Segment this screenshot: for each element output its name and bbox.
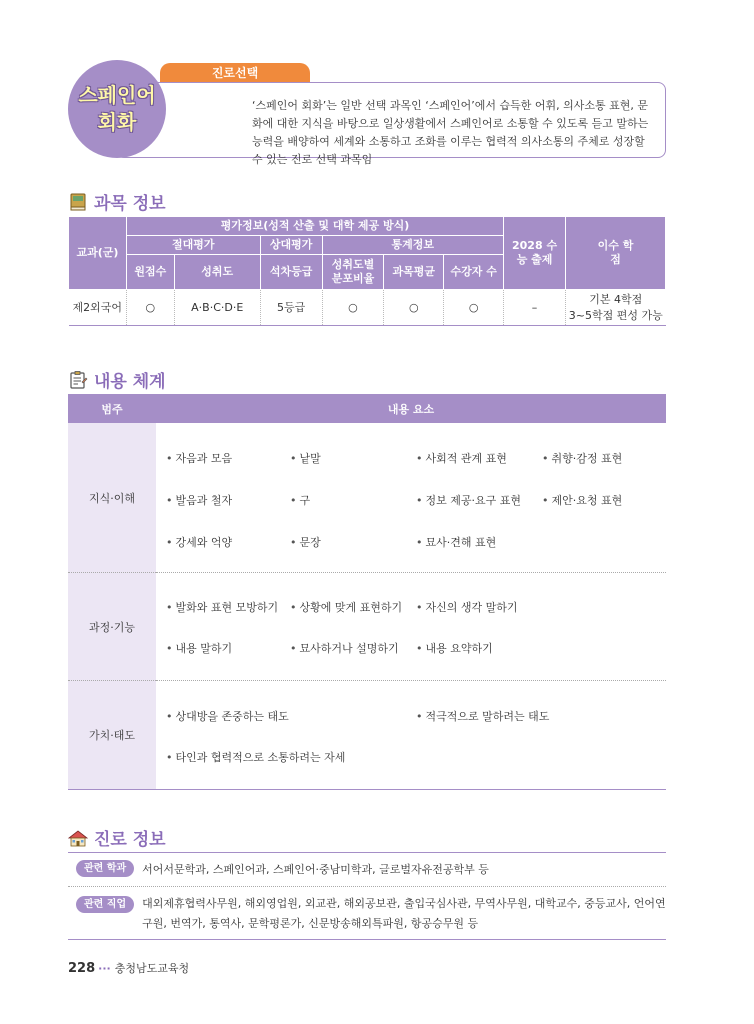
- cell-achievement: A·B·C·D·E: [174, 290, 260, 326]
- elements-values: [156, 681, 666, 790]
- content-system-heading: [68, 367, 166, 392]
- header-elements: 내용 요소: [156, 394, 666, 423]
- list-item: • 상대방을 존중하는 태도: [166, 708, 289, 724]
- list-item: • 내용 요약하기: [416, 640, 493, 656]
- table-row: [68, 573, 666, 681]
- list-item: • 문장: [290, 534, 321, 550]
- subject-description: ‘스페인어 회화’는 일반 선택 과목인 ‘스페인어’에서 습득한 어휘, 의사소통 표현, 문화에 대한 지식을 바탕으로 일상생활에서 스페인어로 소통할 수 있도록 듣고 말하는 능력을 배양하여 세계와 소통하고 조화를 이루는 협력적 의사소통의 주체로 성장할 수 있는 진로 선택 과목임: [252, 99, 649, 166]
- header-relative: 상대평가: [260, 236, 322, 255]
- list-item: • 취향·감정 표현: [542, 450, 622, 466]
- header-students: 수강자 수: [444, 255, 504, 290]
- section-title: 진로 정보: [94, 830, 166, 850]
- header-statistics: 통계정보: [322, 236, 504, 255]
- list-item: • 발화와 표현 모방하기: [166, 599, 278, 615]
- subject-info-table: [68, 216, 666, 326]
- section-title: 과목 정보: [94, 194, 166, 214]
- list-item: • 정보 제공·요구 표현: [416, 492, 521, 508]
- table-row: [69, 290, 666, 326]
- list-item: • 내용 말하기: [166, 640, 232, 656]
- header-mean: 과목평균: [384, 255, 444, 290]
- cell-rank: 5등급: [260, 290, 322, 326]
- list-item: • 묘사·견해 표현: [416, 534, 496, 550]
- cell-credits: [566, 290, 666, 326]
- header-raw-score: 원점수: [126, 255, 174, 290]
- dept-badge: 관련 학과: [76, 860, 134, 877]
- category-values: 가치·태도: [68, 681, 156, 790]
- content-system-table: [68, 394, 666, 790]
- related-jobs: [68, 887, 666, 940]
- table-row: [68, 681, 666, 790]
- subject-title-badge: [68, 60, 166, 158]
- page-footer: [68, 960, 189, 976]
- list-item: • 구: [290, 492, 310, 508]
- footer-dots: ···: [98, 962, 111, 975]
- dept-text: 서어서문학과, 스페인어과, 스페인어·중남미학과, 글로벌자유전공학부 등: [142, 863, 489, 876]
- elements-process: [156, 573, 666, 681]
- list-item: • 적극적으로 말하려는 태도: [416, 708, 549, 724]
- list-item: • 발음과 철자: [166, 492, 232, 508]
- publisher: 충청남도교육청: [114, 962, 190, 975]
- header-category: 범주: [68, 394, 156, 423]
- list-item: • 상황에 맞게 표현하기: [290, 599, 402, 615]
- list-item: • 제안·요청 표현: [542, 492, 622, 508]
- related-departments: [68, 853, 666, 887]
- subject-info-heading: [68, 189, 166, 214]
- header-evaluation: 평가정보(성적 산출 및 대학 제공 방식): [126, 217, 503, 236]
- list-item: • 타인과 협력적으로 소통하려는 자세: [166, 749, 345, 765]
- elements-knowledge: [156, 423, 666, 573]
- job-text: 대외제휴협력사무원, 해외영업원, 외교관, 해외공보관, 출입국심사관, 무역사무원, 대학교수, 중등교사, 언어연구원, 번역가, 통역사, 문학평론가, 신문방송해외특파원, 항공승무원 등: [142, 897, 666, 930]
- list-item: • 낱말: [290, 450, 321, 466]
- list-item: • 사회적 관계 표현: [416, 450, 507, 466]
- description-box: [116, 82, 666, 166]
- career-info: [68, 852, 666, 940]
- elective-tag: 진로선택: [160, 63, 310, 83]
- job-badge: 관련 직업: [76, 896, 134, 913]
- list-item: • 자신의 생각 말하기: [416, 599, 518, 615]
- cell-suneung: –: [504, 290, 566, 326]
- cell-mean: ○: [384, 290, 444, 326]
- cell-raw-score: ○: [126, 290, 174, 326]
- header-absolute: 절대평가: [126, 236, 260, 255]
- list-item: • 묘사하거나 설명하기: [290, 640, 399, 656]
- clipboard-icon: [68, 370, 88, 390]
- career-info-heading: [68, 825, 166, 850]
- school-icon: [68, 828, 88, 848]
- credits-line2: 3~5학점 편성 가능: [568, 308, 663, 322]
- header-suneung: 2028 수능 출제: [504, 217, 566, 290]
- header-subject-group: 교과(군): [69, 217, 127, 290]
- list-item: • 강세와 억양: [166, 534, 232, 550]
- category-knowledge: 지식·이해: [68, 423, 156, 573]
- page-number: 228: [68, 961, 96, 976]
- subject-header: [68, 60, 666, 166]
- header-achievement: 성취도: [174, 255, 260, 290]
- book-icon: [68, 192, 88, 212]
- header-distribution: 성취도별 분포비율: [322, 255, 384, 290]
- credits-line1: 기본 4학점: [589, 292, 643, 306]
- section-title: 내용 체계: [94, 372, 166, 392]
- subject-title-line2: 회화: [97, 110, 137, 134]
- list-item: • 자음과 모음: [166, 450, 232, 466]
- subject-title-line1: 스페인어: [78, 83, 156, 107]
- table-row: [68, 423, 666, 573]
- cell-students: ○: [444, 290, 504, 326]
- header-rank: 석차등급: [260, 255, 322, 290]
- header-credits: 이수 학점: [566, 217, 666, 290]
- cell-distribution: ○: [322, 290, 384, 326]
- cell-subject-group: 제2외국어: [69, 290, 127, 326]
- category-process: 과정·기능: [68, 573, 156, 681]
